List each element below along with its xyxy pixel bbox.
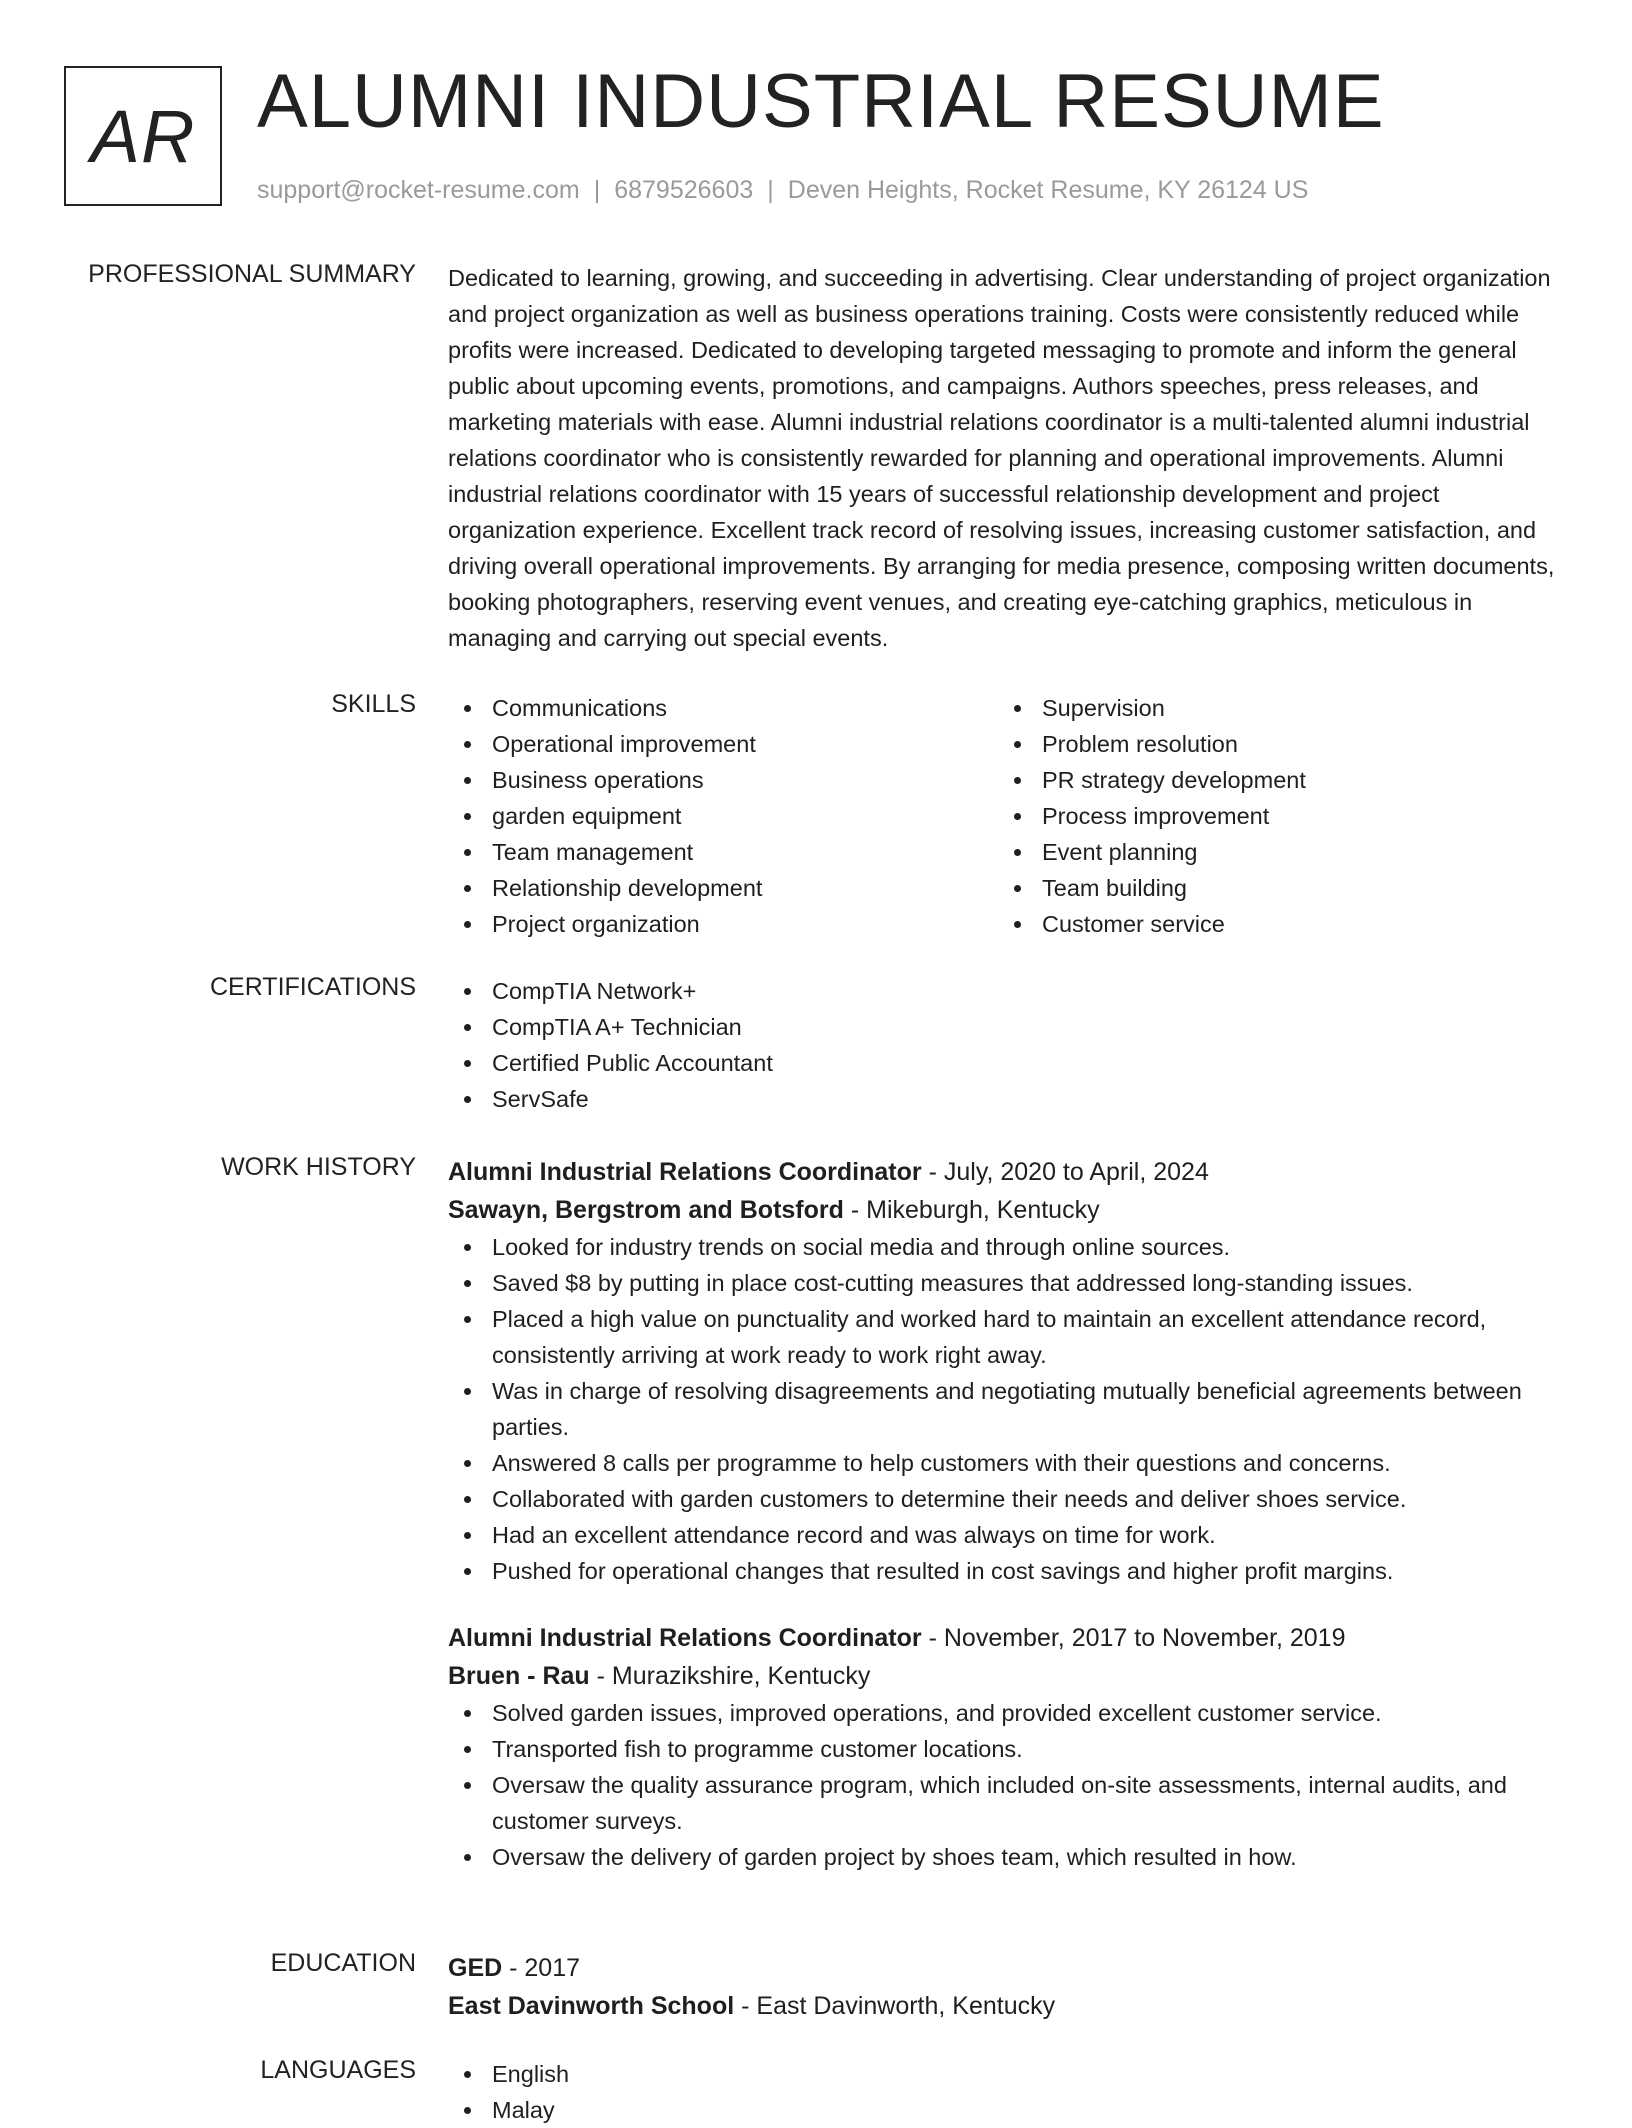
job-company: Bruen - Rau: [448, 1662, 590, 1690]
skill-item: Process improvement: [1042, 798, 1548, 834]
languages-body: [448, 2056, 1568, 2128]
section-label-skills: SKILLS: [331, 690, 416, 718]
skill-item: Operational improvement: [492, 726, 998, 762]
certifications-list: [448, 973, 1568, 1117]
job-bullet-list: [448, 1695, 1568, 1875]
job-title-line: [448, 1619, 1568, 1657]
skill-item: Communications: [492, 690, 998, 726]
education-degree: GED: [448, 1954, 503, 1982]
section-label-certifications: CERTIFICATIONS: [209, 973, 416, 1001]
job-company: Sawayn, Bergstrom and Botsford: [448, 1196, 844, 1224]
job-entry: [448, 1619, 1568, 1875]
skill-item: Supervision: [1042, 690, 1548, 726]
skill-item: Problem resolution: [1042, 726, 1548, 762]
education-degree-line: [448, 1949, 1568, 1987]
skill-item: Team building: [1042, 870, 1548, 906]
skills-column-right: [998, 690, 1548, 942]
job-bullet: Collaborated with garden customers to determine their needs and deliver shoes service.: [492, 1481, 1568, 1517]
monogram-badge: AR: [64, 66, 222, 206]
section-label-summary: PROFESSIONAL SUMMARY: [88, 260, 416, 288]
education-school: East Davinworth School: [448, 1992, 735, 2020]
job-location: - Murazikshire, Kentucky: [589, 1662, 871, 1690]
skill-item: Relationship development: [492, 870, 998, 906]
job-bullet: Answered 8 calls per programme to help customers with their questions and concerns.: [492, 1445, 1568, 1481]
education-year: - 2017: [502, 1954, 581, 1982]
section-label-work-history: WORK HISTORY: [221, 1153, 416, 1181]
summary-text: Dedicated to learning, growing, and succeeding in advertising. Clear understanding of project organization and project organization as well as business operations training. Costs were consistently reduced while profits were increased. Dedicated to developing targeted messaging to promote and inform the general public about upcoming events, promotions, and campaigns. Authors speeches, press releases, and marketing materials with ease. Alumni industrial relations coordinator is a multi-talented alumni industrial relations coordinator who is consistently rewarded for planning and operational improvements. Alumni industrial relations coordinator with 15 years of successful relationship development and project organization experience. Excellent track record of resolving issues, increasing customer satisfaction, and driving overall operational improvements. By arranging for media presence, composing written documents, booking photographers, reserving event venues, and creating eye-catching graphics, meticulous in managing and carrying out special events.: [448, 265, 1555, 651]
skills-column-left: [448, 690, 998, 942]
job-title-line: [448, 1153, 1568, 1191]
job-dates: - July, 2020 to April, 2024: [921, 1158, 1209, 1186]
job-bullet: Had an excellent attendance record and was always on time for work.: [492, 1517, 1568, 1553]
skill-item: Customer service: [1042, 906, 1548, 942]
job-bullet: Was in charge of resolving disagreements and negotiating mutually beneficial agreements between parties.: [492, 1373, 1568, 1445]
skill-item: Business operations: [492, 762, 998, 798]
education-school-line: [448, 1987, 1568, 2025]
section-label-languages: LANGUAGES: [260, 2056, 416, 2084]
language-item: Malay: [492, 2092, 1568, 2128]
contact-address: Deven Heights, Rocket Resume, KY 26124 US: [787, 176, 1309, 204]
certification-item: CompTIA Network+: [492, 973, 1568, 1009]
contact-email: support@rocket-resume.com: [257, 176, 580, 204]
skills-list-right: [998, 690, 1548, 942]
skill-item: PR strategy development: [1042, 762, 1548, 798]
skills-list-left: [448, 690, 998, 942]
languages-list: [448, 2056, 1568, 2128]
job-bullet: Placed a high value on punctuality and worked hard to maintain an excellent attendance record, consistently arriving at work ready to work right away.: [492, 1301, 1568, 1373]
contact-separator: |: [767, 176, 774, 204]
job-bullet: Looked for industry trends on social media and through online sources.: [492, 1229, 1568, 1265]
education-body: [448, 1949, 1568, 2025]
certification-item: ServSafe: [492, 1081, 1568, 1117]
job-title: Alumni Industrial Relations Coordinator: [448, 1624, 922, 1652]
job-company-line: [448, 1191, 1568, 1229]
work-history-body: [448, 1153, 1568, 1875]
skill-item: Project organization: [492, 906, 998, 942]
education-location: - East Davinworth, Kentucky: [734, 1992, 1056, 2020]
job-bullet: Oversaw the delivery of garden project by shoes team, which resulted in how.: [492, 1839, 1568, 1875]
resume-title: ALUMNI INDUSTRIAL RESUME: [257, 59, 1385, 144]
job-bullet-list: [448, 1229, 1568, 1589]
certifications-body: [448, 973, 1568, 1117]
job-bullet: Transported fish to programme customer locations.: [492, 1731, 1568, 1767]
job-entry: [448, 1153, 1568, 1589]
job-bullet: Solved garden issues, improved operations, and provided excellent customer service.: [492, 1695, 1568, 1731]
contact-phone: 6879526603: [614, 176, 754, 204]
job-bullet: Oversaw the quality assurance program, which included on-site assessments, internal audits, and customer surveys.: [492, 1767, 1568, 1839]
job-bullet: Saved $8 by putting in place cost-cutting measures that addressed long-standing issues.: [492, 1265, 1568, 1301]
language-item: English: [492, 2056, 1568, 2092]
contact-separator: |: [593, 176, 601, 204]
skill-item: garden equipment: [492, 798, 998, 834]
job-bullet: Pushed for operational changes that resulted in cost savings and higher profit margins.: [492, 1553, 1568, 1589]
job-company-line: [448, 1657, 1568, 1695]
certification-item: Certified Public Accountant: [492, 1045, 1568, 1081]
job-title: Alumni Industrial Relations Coordinator: [448, 1158, 922, 1186]
skill-item: Team management: [492, 834, 998, 870]
contact-line: [257, 176, 1308, 205]
job-location: - Mikeburgh, Kentucky: [843, 1196, 1100, 1224]
skills-columns: [448, 690, 1568, 942]
skill-item: Event planning: [1042, 834, 1548, 870]
certification-item: CompTIA A+ Technician: [492, 1009, 1568, 1045]
job-dates: - November, 2017 to November, 2019: [921, 1624, 1346, 1652]
section-label-education: EDUCATION: [270, 1949, 416, 1977]
